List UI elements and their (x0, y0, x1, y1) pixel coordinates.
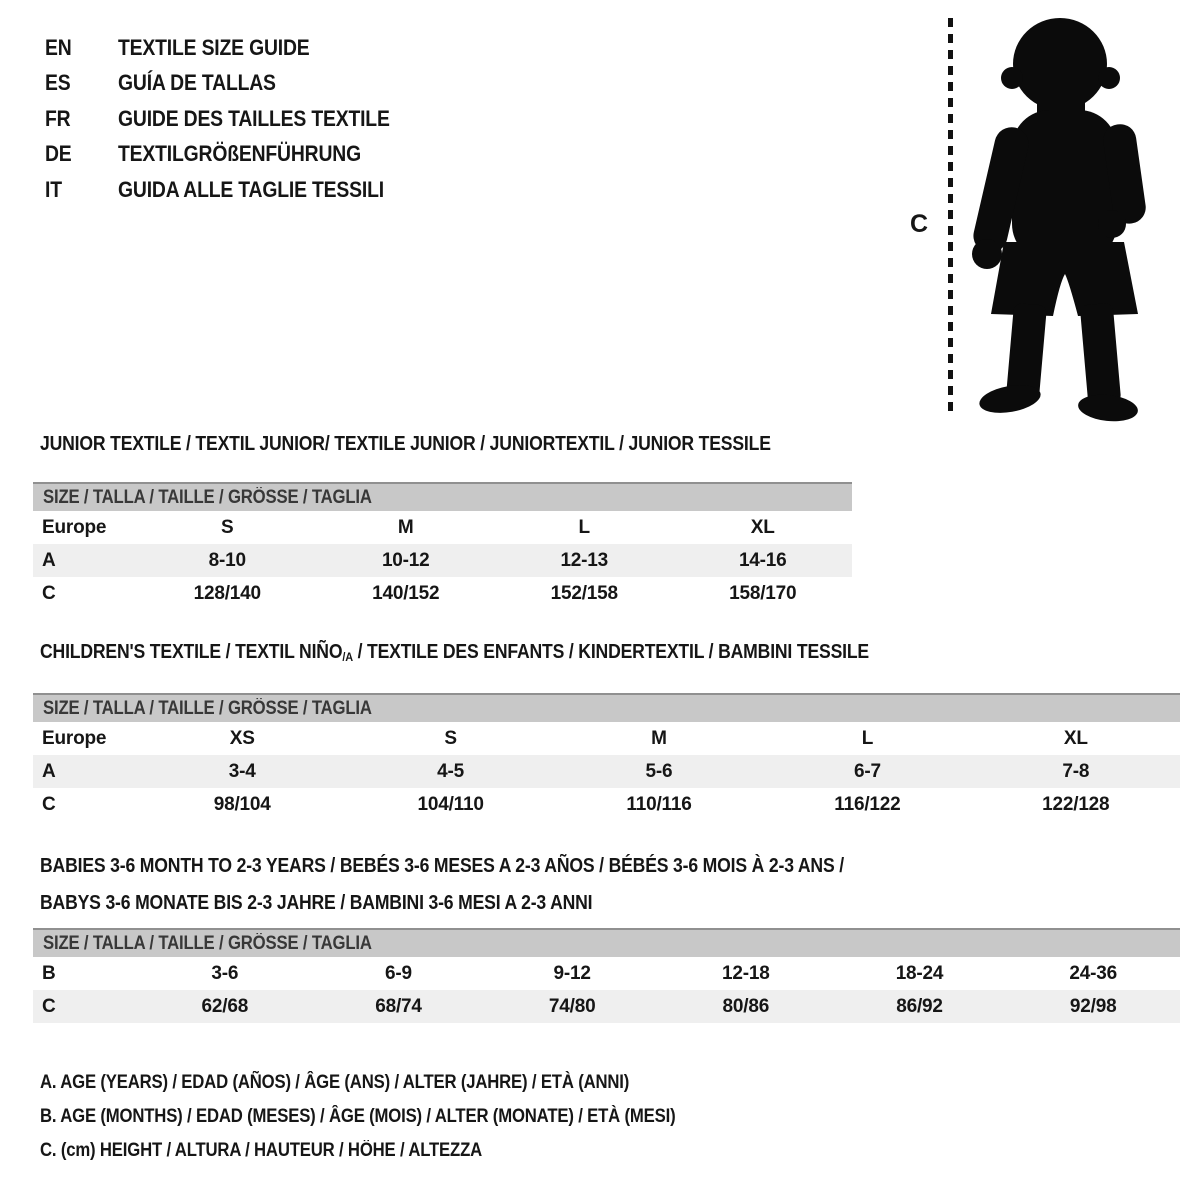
size-value: 12-13 (560, 549, 609, 571)
language-row (45, 66, 427, 102)
language-code: EN (45, 34, 72, 60)
row-label: B (42, 962, 56, 984)
measurement-legend (40, 1066, 762, 1168)
size-value: 158/170 (729, 582, 797, 604)
junior-row-a (33, 544, 852, 577)
size-value: 24-36 (1069, 962, 1117, 984)
children-row-c (33, 788, 1180, 821)
language-row (45, 101, 427, 137)
row-label: Europe (42, 727, 107, 749)
size-value: 122/128 (1042, 793, 1110, 815)
children-row-europe (33, 722, 1180, 755)
language-label: GUIDA ALLE TAGLIE TESSILI (118, 176, 384, 202)
size-value: 6-7 (853, 760, 881, 782)
junior-section-heading: JUNIOR TEXTILE / TEXTIL JUNIOR/ TEXTILE JUNIOR / JUNIORTEXTIL / JUNIOR TESSILE (40, 433, 771, 455)
legend-line: B. AGE (MONTHS) / EDAD (MESES) / ÂGE (MOIS) / ALTER (MONATE) / ETÀ (MESI) (40, 1106, 676, 1127)
babies-size-table (33, 928, 1180, 1023)
size-value: 116/122 (834, 793, 901, 815)
size-value: 7-8 (1062, 760, 1090, 782)
babies-textile-section (33, 848, 1180, 1023)
babies-size-header-bar (33, 928, 1180, 957)
language-label: GUIDE DES TAILLES TEXTILE (118, 105, 390, 131)
size-value: 74/80 (548, 995, 596, 1017)
size-value: 6-9 (385, 962, 412, 984)
junior-row-europe (33, 511, 852, 544)
size-value: 3-6 (211, 962, 239, 984)
size-value: 92/98 (1069, 995, 1117, 1017)
language-code: DE (45, 141, 72, 167)
size-value: 104/110 (417, 793, 484, 815)
size-header-label: SIZE / TALLA / TAILLE / GRÖSSE / TAGLIA (43, 933, 372, 954)
size-value: 14-16 (738, 549, 787, 571)
language-code: IT (45, 176, 62, 202)
size-value: 9-12 (553, 962, 591, 984)
children-size-table (33, 693, 1180, 821)
row-label: C (42, 995, 56, 1017)
legend-line: C. (cm) HEIGHT / ALTURA / HAUTEUR / HÖHE / ALTEZZA (40, 1140, 483, 1161)
language-code: FR (45, 105, 71, 131)
baby-silhouette (970, 18, 1148, 424)
size-value: M (397, 516, 414, 538)
size-value: 3-4 (228, 760, 256, 782)
size-value: 86/92 (896, 995, 943, 1017)
row-label: C (42, 582, 56, 604)
row-label: A (42, 760, 56, 782)
legend-line: A. AGE (YEARS) / EDAD (AÑOS) / ÂGE (ANS) / ALTER (JAHRE) / ETÀ (ANNI) (40, 1072, 630, 1093)
size-header-label: SIZE / TALLA / TAILLE / GRÖSSE / TAGLIA (43, 698, 372, 720)
size-value: L (861, 727, 874, 749)
size-value: 10-12 (381, 549, 430, 571)
children-textile-section (33, 640, 1180, 821)
figure-graphic (900, 10, 1170, 430)
size-value: 8-10 (208, 549, 246, 571)
size-value: 5-6 (645, 760, 673, 782)
babies-section-heading: BABIES 3-6 MONTH TO 2-3 YEARS / BEBÉS 3-6 MESES A 2-3 AÑOS / BÉBÉS 3-6 MOIS À 2-3 ANS / BABYS 3-6 MONATE BIS 2-3 JAHRE / BAMBINI 3-6 MESI A 2-3 ANNI (40, 855, 844, 914)
junior-size-header-bar (33, 482, 852, 511)
size-value: L (578, 516, 590, 538)
language-label: TEXTILGRÖßENFÜHRUNG (118, 141, 361, 167)
size-value: 128/140 (193, 582, 261, 604)
language-label: TEXTILE SIZE GUIDE (118, 34, 310, 60)
size-header-label: SIZE / TALLA / TAILLE / GRÖSSE / TAGLIA (43, 487, 372, 508)
size-value: 4-5 (437, 760, 465, 782)
junior-row-c (33, 577, 852, 610)
row-label: A (42, 549, 56, 571)
size-value: 140/152 (372, 582, 440, 604)
baby-silhouette-figure (900, 10, 1170, 430)
size-value: XS (229, 727, 255, 749)
children-size-header-bar (33, 693, 1180, 722)
size-value: S (444, 727, 457, 749)
junior-size-table (33, 482, 852, 610)
size-value: 110/116 (626, 793, 692, 815)
children-section-heading: CHILDREN'S TEXTILE / TEXTIL $NIÑO_{/A}$ / TEXTILE DES ENFANTS / KINDERTEXTIL / BAMBINI TESSILE (40, 641, 869, 665)
size-value: 68/74 (375, 995, 422, 1017)
row-label: C (42, 793, 56, 815)
language-row (45, 172, 427, 208)
children-row-a (33, 755, 1180, 788)
size-value: S (221, 516, 234, 538)
size-value: 98/104 (213, 793, 271, 815)
size-value: 152/158 (550, 582, 618, 604)
babies-row-b (33, 957, 1180, 990)
language-list (45, 30, 427, 208)
language-label: GUÍA DE TALLAS (118, 70, 276, 96)
height-measure-label: C (910, 210, 928, 238)
size-value: 18-24 (895, 962, 944, 984)
size-value: 80/86 (722, 995, 770, 1017)
size-value: XL (750, 516, 775, 538)
language-row (45, 30, 427, 66)
junior-textile-section (33, 432, 852, 610)
size-value: 62/68 (201, 995, 249, 1017)
size-value: 12-18 (722, 962, 770, 984)
row-label: Europe (42, 516, 107, 538)
babies-row-c (33, 990, 1180, 1023)
heading-subscript: /A (342, 650, 353, 665)
language-row (45, 137, 427, 173)
size-value: XL (1063, 727, 1088, 749)
size-value: M (651, 727, 667, 749)
language-code: ES (45, 70, 71, 96)
